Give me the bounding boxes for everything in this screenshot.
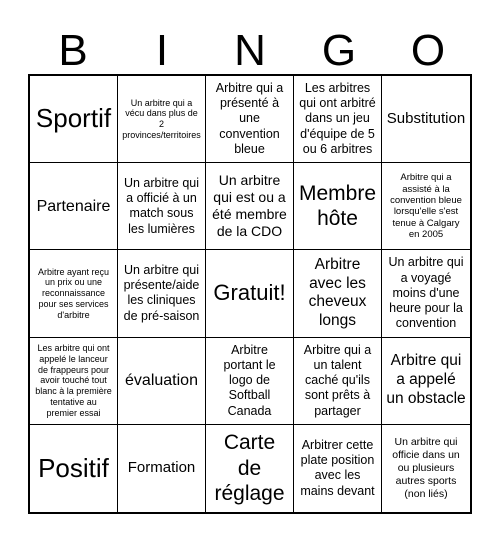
bingo-cell[interactable]	[206, 425, 294, 512]
header-letter-g: G	[321, 26, 357, 75]
bingo-cell[interactable]	[30, 338, 118, 425]
cell-text: Formation	[127, 459, 196, 477]
bingo-cell[interactable]	[30, 163, 118, 250]
cell-text: Sportif	[35, 103, 112, 134]
bingo-cell[interactable]	[382, 76, 470, 163]
bingo-cell[interactable]	[118, 425, 206, 512]
bingo-cell[interactable]	[294, 425, 382, 512]
cell-text: Arbitre avec les cheveux longs	[308, 255, 367, 330]
cell-text: Un arbitre qui est ou a été membre de la CDO	[212, 172, 287, 240]
cell-text: Arbitre qui a appelé un obstacle	[386, 352, 466, 408]
bingo-cell[interactable]	[118, 76, 206, 163]
cell-text: Un arbitre qui a officié à un match sous les lumières	[123, 175, 200, 236]
cell-text: Les arbitre qui ont appelé le lanceur de frappeurs pour avoir touché tout blanc à la première tentative au premier essai	[35, 342, 112, 418]
cell-text: Gratuit!	[213, 280, 286, 306]
cell-text: Membre hôte	[298, 181, 377, 231]
bingo-cell[interactable]	[382, 250, 470, 337]
bingo-cell[interactable]	[30, 250, 118, 337]
cell-text: Un arbitre qui a voyagé moins d'une heure pour la convention	[388, 255, 464, 331]
cell-text: Arbitre portant le logo de Softball Canada	[223, 342, 276, 418]
bingo-cell[interactable]	[206, 76, 294, 163]
header-letter-o: O	[410, 26, 446, 75]
bingo-cell[interactable]	[382, 338, 470, 425]
cell-text: Positif	[38, 452, 109, 483]
cell-text: Substitution	[386, 109, 466, 127]
cell-text: Arbitrer cette plate position avec les mains devant	[300, 437, 375, 498]
bingo-cell[interactable]	[294, 250, 382, 337]
cell-text: Arbitre qui a assisté à la convention bleue lorsqu'elle s'est tenue à Calgary en 2005	[390, 172, 462, 241]
bingo-cell[interactable]	[118, 338, 206, 425]
bingo-cell[interactable]	[382, 163, 470, 250]
bingo-grid	[28, 74, 472, 514]
bingo-header	[0, 0, 500, 75]
cell-text: Arbitre qui a présenté à une convention bleue	[215, 80, 284, 156]
bingo-cell[interactable]	[118, 250, 206, 337]
cell-text: Un arbitre qui a vécu dans plus de 2 provinces/territoires	[122, 97, 201, 140]
bingo-cell[interactable]	[30, 425, 118, 512]
cell-text: Un arbitre qui officie dans un ou plusieurs autres sports (non liés)	[392, 436, 460, 500]
bingo-cell[interactable]	[118, 163, 206, 250]
cell-text: Carte de réglage	[214, 430, 285, 506]
cell-text: Arbitre qui a un talent caché qu'ils sont prêts à partager	[303, 342, 372, 418]
bingo-cell[interactable]	[206, 163, 294, 250]
bingo-cell[interactable]	[382, 425, 470, 512]
header-letter-i: I	[155, 26, 169, 75]
cell-text: Un arbitre qui présente/aide les cliniques de pré-saison	[123, 262, 200, 323]
bingo-cell[interactable]	[294, 163, 382, 250]
bingo-cell[interactable]	[294, 338, 382, 425]
bingo-cell[interactable]	[294, 76, 382, 163]
bingo-cell[interactable]	[206, 338, 294, 425]
cell-text: évaluation	[125, 371, 198, 389]
bingo-cell[interactable]	[30, 76, 118, 163]
cell-text: Partenaire	[36, 197, 111, 215]
bingo-cell-free[interactable]	[206, 250, 294, 337]
header-letter-n: N	[234, 26, 266, 75]
cell-text: Arbitre ayant reçu un prix ou une reconnaissance pour ses services d'arbitre	[37, 266, 110, 320]
cell-text: Les arbitres qui ont arbitré dans un jeu d'équipe de 5 ou 6 arbitres	[299, 80, 376, 156]
header-letter-b: B	[58, 26, 88, 75]
